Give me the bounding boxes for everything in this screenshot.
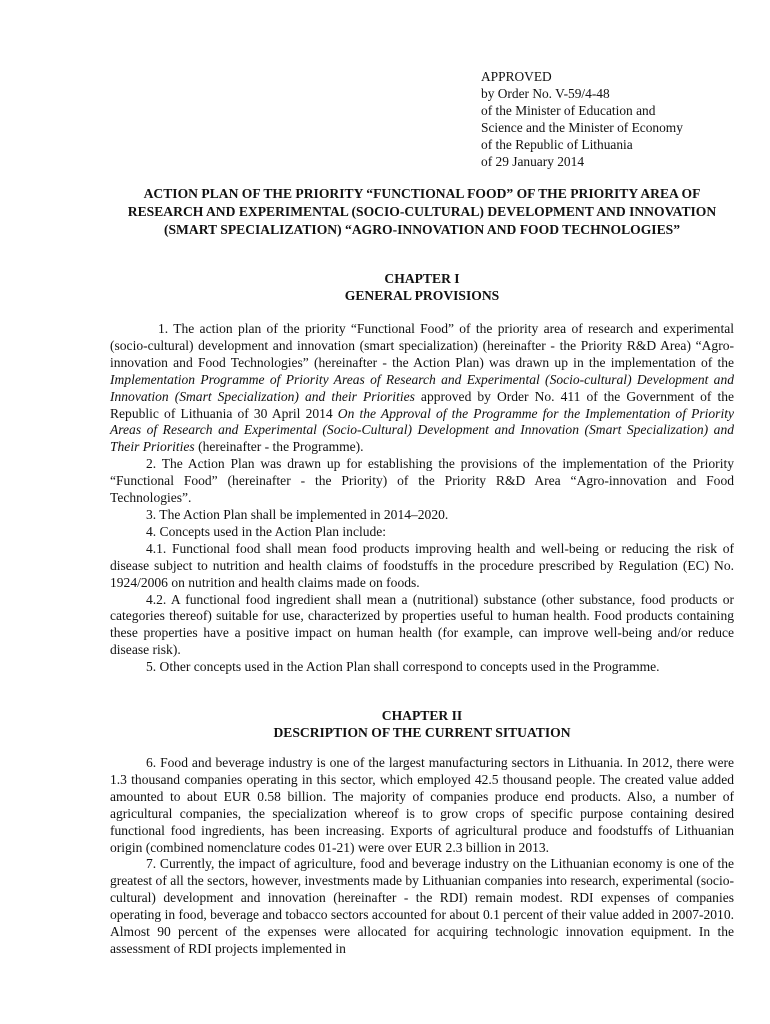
approval-line: of 29 January 2014 bbox=[481, 154, 585, 169]
chapter-1-header bbox=[110, 270, 734, 304]
paragraph-4-1: 4.1. Functional food shall mean food products improving health and well-being or reducing the risk of disease subject to nutrition and health claims of foodstuffs in the procedure prescribed by Regulation (EC) No. 1924/2006 on nutrition and health claims made on foods. bbox=[110, 540, 734, 590]
approval-line: Science and the Minister of Economy bbox=[481, 120, 683, 135]
paragraph-text: 1. The action plan of the priority “Functional Food” of the priority area of research and experimental (socio-cultural) development and innovation (smart specialization) (hereinafter - the Priority R&D Area) “Agro-innovation and Food Technologies” (hereinafter - the Action Plan) was drawn up in the implementation of the bbox=[110, 321, 734, 370]
approval-line: APPROVED bbox=[481, 69, 552, 84]
paragraph-text: approved by Order No. 411 of the Government of the Republic of Lithuania of 30 April 2014 bbox=[110, 388, 734, 421]
paragraph-5: 5. Other concepts used in the Action Plan shall correspond to concepts used in the Programme. bbox=[146, 659, 660, 675]
paragraph-italic-text: Implementation Programme of Priority Areas of Research and Experimental (Socio-cultural) Development and Innovation (Smart Specialization) and their Priorities bbox=[110, 371, 734, 404]
chapter-heading: GENERAL PROVISIONS bbox=[344, 288, 500, 303]
chapter-1-body bbox=[110, 321, 734, 676]
document-title: ACTION PLAN OF THE PRIORITY “FUNCTIONAL FOOD” OF THE PRIORITY AREA OF RESEARCH AND EXPERIMENTAL (SOCIO-CULTURAL) DEVELOPMENT AND INNOVATION (SMART SPECIALIZATION) “AGRO-INNOVATION AND FOOD TECHNOLOGIES” bbox=[127, 186, 717, 237]
chapter-heading: DESCRIPTION OF THE CURRENT SITUATION bbox=[273, 725, 571, 740]
approval-line: by Order No. V-59/4-48 bbox=[481, 86, 610, 101]
approval-line: of the Republic of Lithuania bbox=[481, 137, 633, 152]
paragraph-italic-text: On the Approval of the Programme for the Implementation of Priority Areas of Research and Experimental (Socio-Cultural) Development and Innovation (Smart Specialization) and Their Priorities bbox=[110, 405, 734, 455]
paragraph-6: 6. Food and beverage industry is one of the largest manufacturing sectors in Lithuania. In 2012, there were 1.3 thousand companies operating in this sector, which employed 42.5 thousand people. The created value added amounted to about EUR 0.58 billion. The majority of companies produce end products. Also, a number of agricultural companies, the specialization whereof is to grow crops of specific purpose containing desired functional food ingredients, has been increasing. Exports of agricultural produce and foodstuffs of Lithuanian origin (combined nomenclature codes 01-21) were over EUR 2.3 billion in 2013. bbox=[110, 755, 734, 855]
paragraph-3: 3. The Action Plan shall be implemented in 2014–2020. bbox=[146, 506, 449, 522]
paragraph-7: 7. Currently, the impact of agriculture, food and beverage industry on the Lithuanian economy is one of the greatest of all the sectors, however, investments made by Lithuanian companies into research, experimental (socio-cultural) development and innovation (hereinafter - the RDI) remain modest. RDI expenses of companies operating in food, beverage and tobacco sectors accounted for about 0.1 percent of their value added in 2007-2010. Almost 90 percent of the expenses were allocated for acquiring technologic innovation equipment. In the assessment of RDI projects implemented in bbox=[110, 856, 734, 956]
paragraph-1 bbox=[110, 321, 734, 456]
paragraph-4: 4. Concepts used in the Action Plan include: bbox=[146, 523, 387, 539]
paragraph-4-2: 4.2. A functional food ingredient shall mean a (nutritional) substance (other substance, food products or categories thereof) suitable for use, characterized by properties useful to human health. Food products containing these properties have a positive impact on human health (for example, can improve well-being and/or reduce disease risk). bbox=[110, 591, 734, 658]
chapter-number: CHAPTER I bbox=[384, 271, 460, 286]
chapter-2-body bbox=[110, 755, 734, 958]
approval-line: of the Minister of Education and bbox=[481, 103, 656, 118]
approval-block bbox=[481, 68, 683, 170]
chapter-2-header bbox=[110, 707, 734, 741]
chapter-number: CHAPTER II bbox=[381, 708, 463, 723]
paragraph-2: 2. The Action Plan was drawn up for establishing the provisions of the implementation of the Priority “Functional Food” (hereinafter - the Priority) of the Priority R&D Area “Agro-innovation and Food Technologies”. bbox=[110, 456, 734, 506]
paragraph-text: (hereinafter - the Programme). bbox=[194, 439, 364, 455]
